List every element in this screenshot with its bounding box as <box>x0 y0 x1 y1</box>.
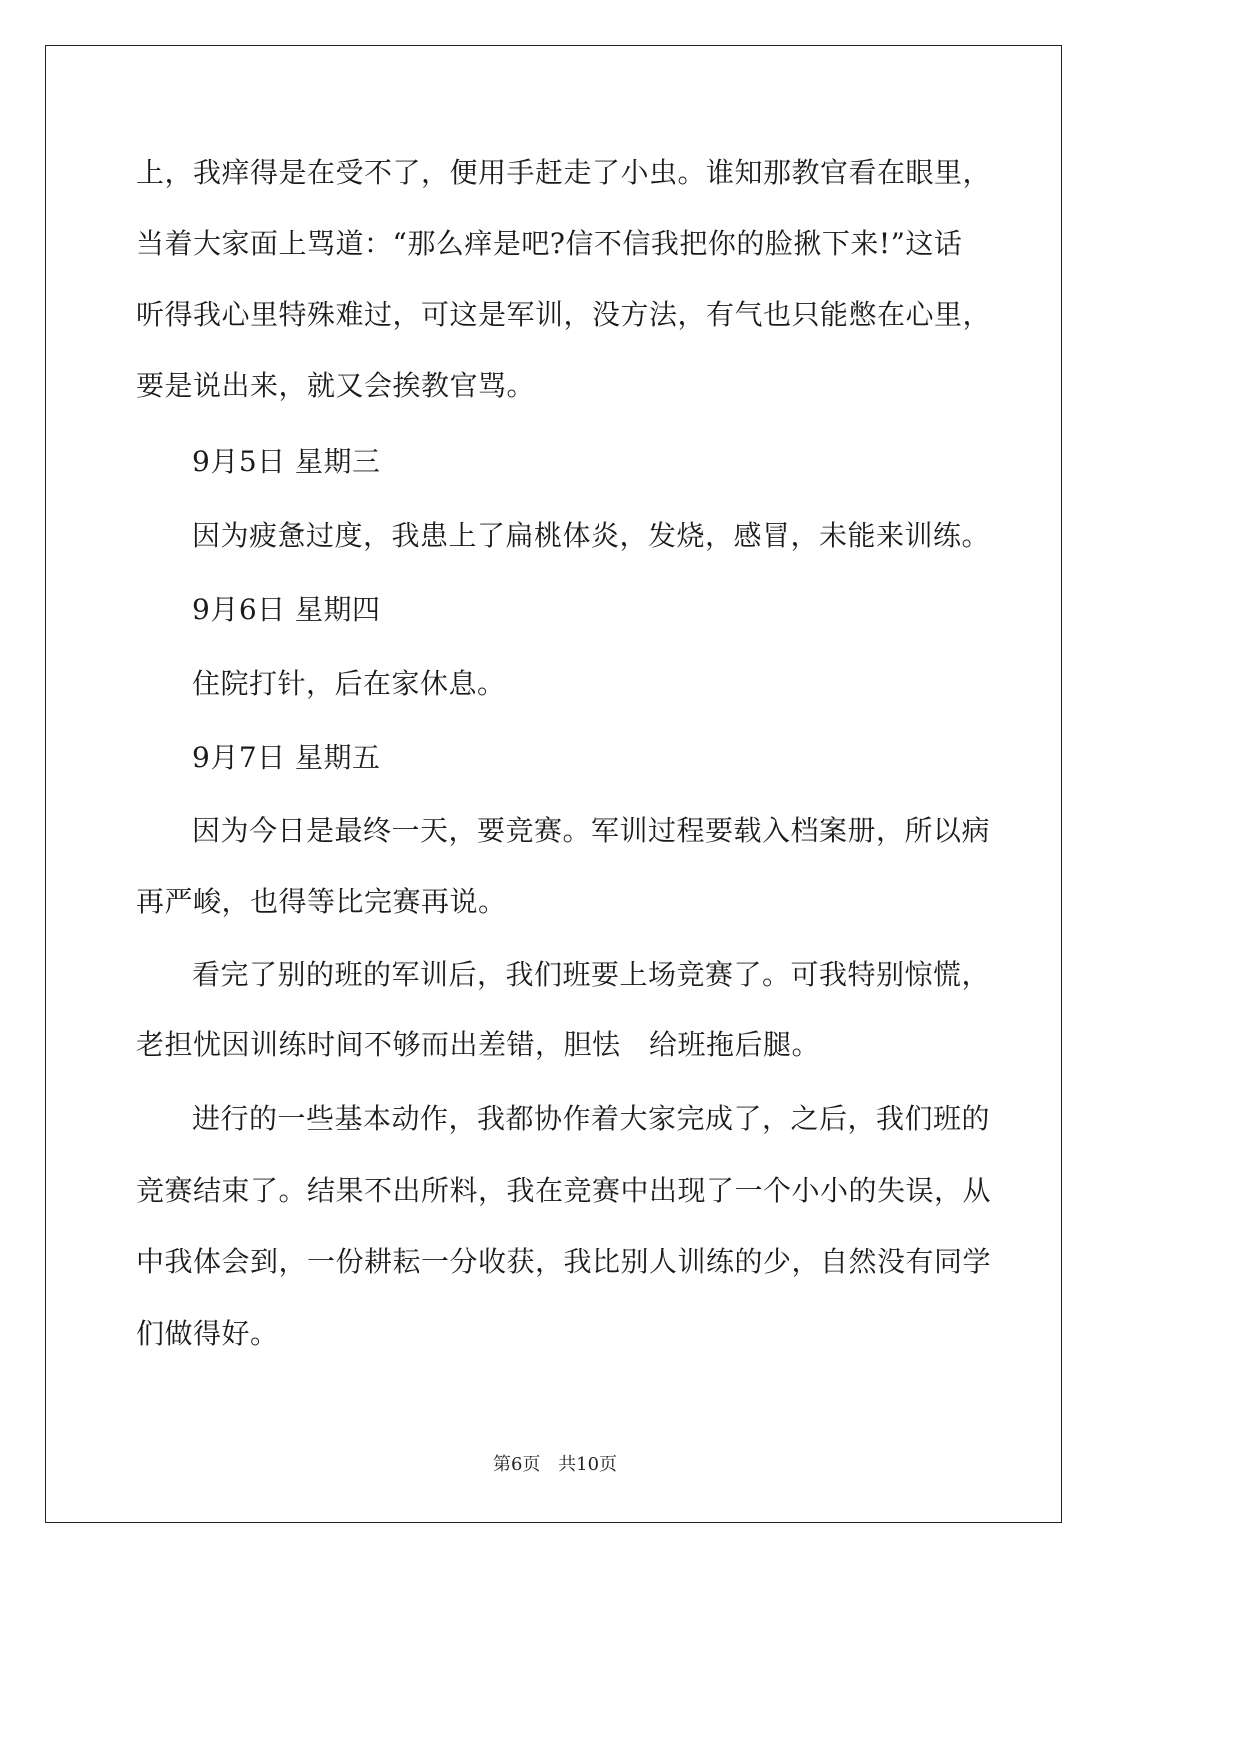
text-line: 进行的一些基本动作，我都协作着大家完成了，之后，我们班的 <box>192 1102 991 1135</box>
text-line: 老担忧因训练时间不够而出差错，胆怯 给班拖后腿。 <box>136 1028 821 1061</box>
text-line: 当着大家面上骂道：“那么痒是吧?信不信我把你的脸揪下来!”这话 <box>136 227 963 260</box>
date-heading: 9月5日 星期三 <box>192 445 381 478</box>
text-line: 因为今日是最终一天，要竞赛。军训过程要载入档案册，所以病 <box>192 814 991 847</box>
text-line: 再严峻，也得等比完赛再说。 <box>136 885 507 918</box>
page-footer <box>0 1450 1110 1476</box>
text-line: 上，我痒得是在受不了，便用手赶走了小虫。谁知那教官看在眼里， <box>136 156 992 189</box>
text-line: 中我体会到，一份耕耘一分收获，我比别人训练的少，自然没有同学 <box>136 1245 992 1278</box>
text-line: 们做得好。 <box>136 1317 279 1350</box>
page-border <box>45 45 1062 1523</box>
date-heading: 9月7日 星期五 <box>192 741 381 774</box>
page-total: 共10页 <box>558 1454 618 1475</box>
page-number: 第6页 <box>492 1454 541 1475</box>
text-line: 要是说出来，就又会挨教官骂。 <box>136 369 536 402</box>
text-line: 看完了别的班的军训后，我们班要上场竞赛了。可我特别惊慌， <box>192 958 991 991</box>
text-line: 因为疲惫过度，我患上了扁桃体炎，发烧，感冒，未能来训练。 <box>192 519 991 552</box>
text-line: 住院打针，后在家休息。 <box>192 667 506 700</box>
text-line: 听得我心里特殊难过，可这是军训，没方法，有气也只能憋在心里， <box>136 298 992 331</box>
text-line: 竞赛结束了。结果不出所料，我在竞赛中出现了一个小小的失误，从 <box>136 1174 992 1207</box>
date-heading: 9月6日 星期四 <box>192 593 381 626</box>
